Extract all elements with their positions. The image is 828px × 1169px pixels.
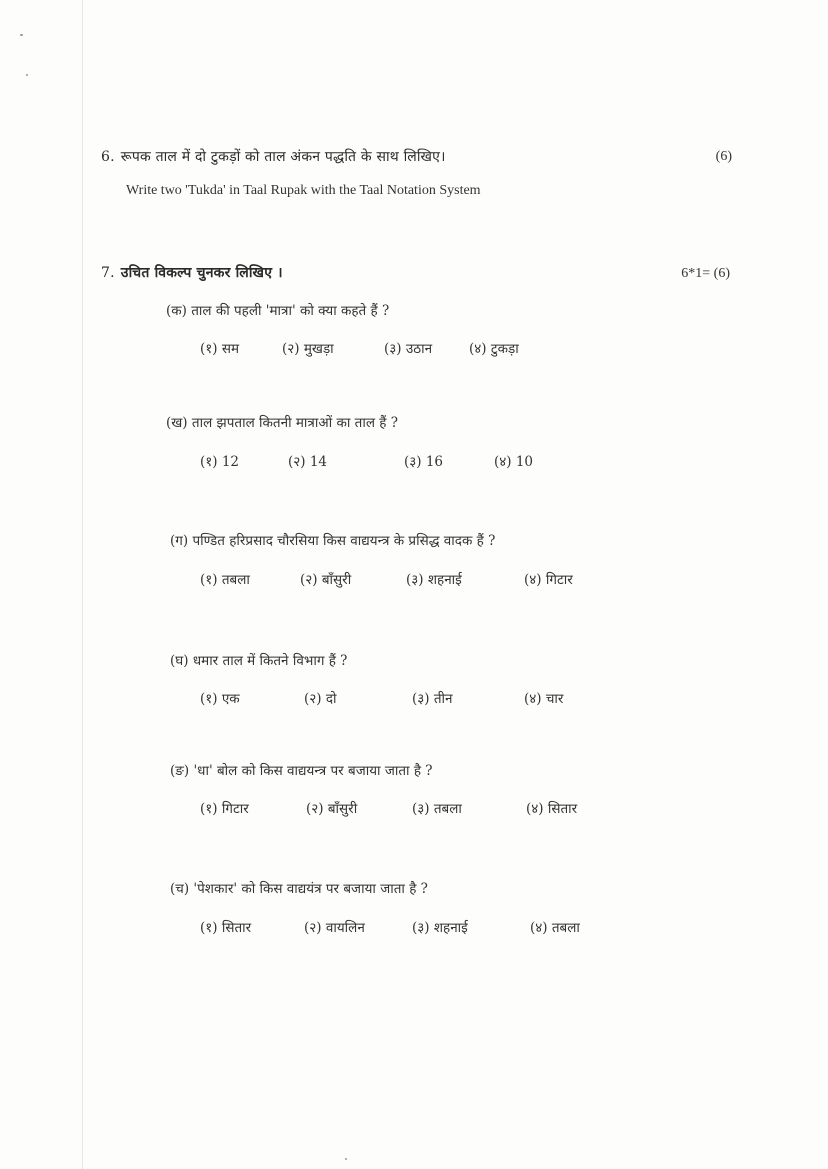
option: (२) बाँसुरी xyxy=(300,572,352,588)
subquestion-gha xyxy=(170,651,347,669)
option: (२) 14 xyxy=(288,454,328,470)
subquestion-label: (घ) xyxy=(170,653,189,669)
option: (१) गिटार xyxy=(200,801,249,817)
subquestion-text: ताल की पहली 'मात्रा' को क्या कहते हैं ? xyxy=(191,303,390,319)
option: (१) एक xyxy=(200,691,240,707)
option: (४) सितार xyxy=(526,801,578,817)
option: (४) टुकड़ा xyxy=(469,341,519,357)
subquestion-text: धमार ताल में कितने विभाग हैं ? xyxy=(192,653,348,669)
question-text: रूपक ताल में दो टुकड़ों को ताल अंकन पद्धति के साथ लिखिए। xyxy=(120,149,446,165)
question-title: उचित विकल्प चुनकर लिखिए । xyxy=(120,265,283,281)
option: (३) तबला xyxy=(412,801,462,817)
subquestion-text: 'पेशकार' को किस वाद्ययंत्र पर बजाया जाता है ? xyxy=(193,881,428,897)
subquestion-ga xyxy=(170,531,495,549)
option: (२) वायलिन xyxy=(304,920,365,936)
subquestion-ka xyxy=(166,301,389,319)
subquestion-text: पण्डित हरिप्रसाद चौरसिया किस वाद्ययन्त्र के प्रसिद्ध वादक हैं ? xyxy=(192,533,496,549)
question-7-heading xyxy=(101,263,283,282)
scan-speck xyxy=(26,74,28,76)
subquestion-text: 'धा' बोल को किस वाद्ययन्त्र पर बजाया जाता है ? xyxy=(193,763,433,779)
option: (४) तबला xyxy=(530,920,580,936)
question-6-marks: (6) xyxy=(715,149,732,164)
subquestion-kha xyxy=(166,413,398,431)
option: (१) सितार xyxy=(200,920,252,936)
scan-speck xyxy=(20,34,23,36)
option: (२) दो xyxy=(304,691,337,707)
subquestion-label: (ख) xyxy=(166,415,188,431)
option: (२) बाँसुरी xyxy=(306,801,358,817)
option: (१) सम xyxy=(200,341,240,357)
subquestion-text: ताल झपताल कितनी मात्राओं का ताल हैं ? xyxy=(191,415,398,431)
option: (१) तबला xyxy=(200,572,250,588)
subquestion-label: (ग) xyxy=(170,533,189,549)
question-number: 6. xyxy=(101,149,115,165)
question-number: 7. xyxy=(101,265,115,281)
option: (३) शहनाई xyxy=(406,572,462,588)
question-6-english: Write two 'Tukda' in Taal Rupak with the Taal Notation System xyxy=(126,183,481,198)
option: (४) गिटार xyxy=(524,572,573,588)
option: (४) चार xyxy=(524,691,564,707)
question-7-marks: 6*1= (6) xyxy=(681,266,730,281)
option: (३) उठान xyxy=(384,341,433,357)
question-6-hindi xyxy=(101,147,446,166)
option: (४) 10 xyxy=(494,454,534,470)
option: (१) 12 xyxy=(200,454,240,470)
page-margin-line xyxy=(82,0,83,1169)
subquestion-cha xyxy=(170,879,428,897)
option: (३) 16 xyxy=(404,454,444,470)
subquestion-label: (च) xyxy=(170,881,190,897)
subquestion-label: (क) xyxy=(166,303,187,319)
option: (३) तीन xyxy=(412,691,453,707)
subquestion-nga xyxy=(170,761,433,779)
option: (२) मुखड़ा xyxy=(282,341,334,357)
option: (३) शहनाई xyxy=(412,920,468,936)
subquestion-label: (ङ) xyxy=(170,763,190,779)
scan-speck xyxy=(345,1158,347,1160)
